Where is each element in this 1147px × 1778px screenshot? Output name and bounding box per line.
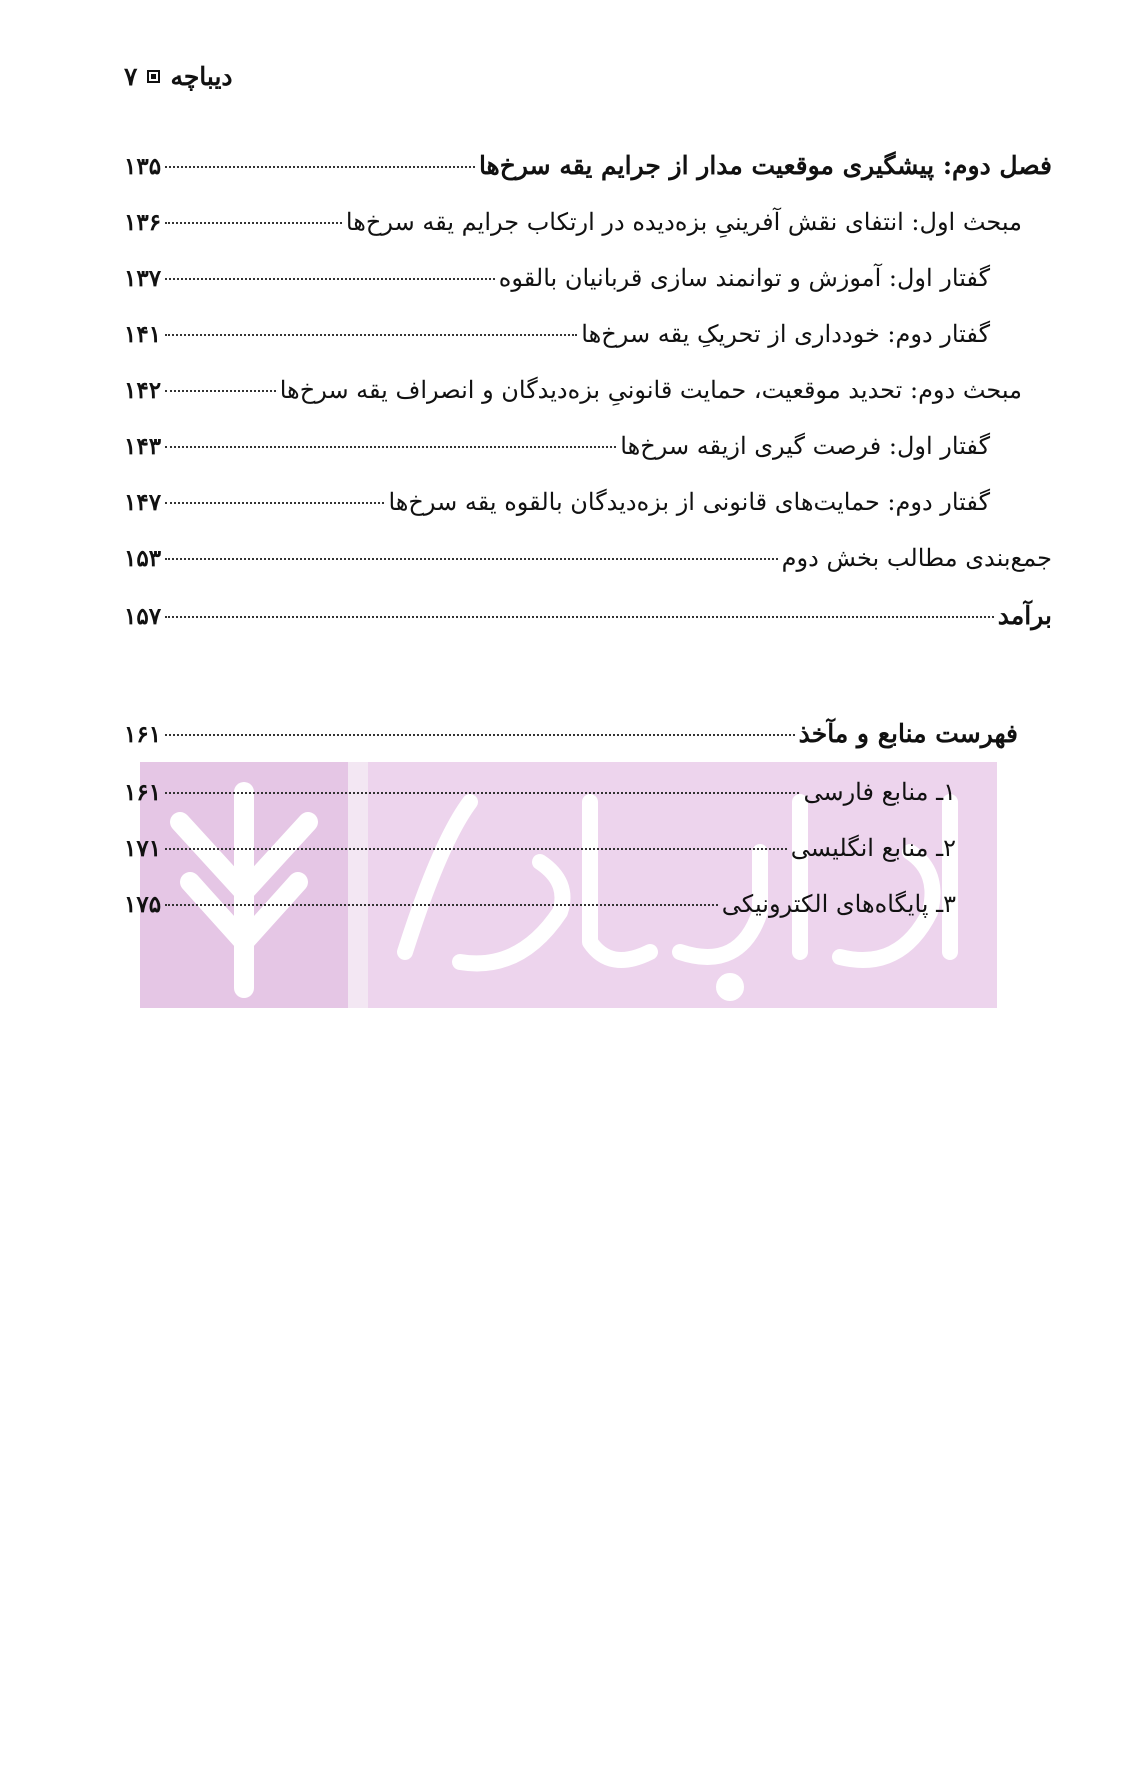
toc-entry-title: گفتار اول: آموزش و توانمند سازی قربانیان بالقوه (498, 264, 990, 292)
dot-leader (165, 222, 342, 224)
toc-entry (124, 600, 1052, 633)
toc-entry (124, 374, 1022, 407)
running-header (124, 62, 233, 91)
toc-entry-page-number: ۱۴۳ (124, 433, 162, 460)
dot-leader (165, 848, 787, 850)
dot-leader (165, 166, 475, 168)
running-header-page-number: ۷ (124, 62, 138, 91)
toc-entry (124, 262, 990, 295)
toc-entry (124, 888, 956, 921)
toc-entry-page-number: ۱۷۱ (124, 835, 162, 862)
toc-entry-page-number: ۱۴۲ (124, 377, 162, 404)
dot-leader (165, 334, 577, 336)
toc-entry-page-number: ۱۴۱ (124, 321, 162, 348)
toc-entry-page-number: ۱۷۵ (124, 891, 162, 918)
toc-entry (124, 430, 990, 463)
toc-entry-title: جمع‌بندی مطالب بخش دوم (781, 544, 1052, 572)
dot-leader (165, 792, 799, 794)
toc-entry-page-number: ۱۶۱ (124, 721, 162, 748)
toc-entry (124, 150, 1052, 183)
dot-leader (165, 558, 778, 560)
dot-leader (165, 616, 994, 618)
toc-entry (124, 542, 1052, 575)
running-header-title: دیباچه (170, 62, 233, 91)
dot-leader (165, 904, 718, 906)
toc-entry-title: ۳ـ پایگاه‌های الکترونیکی (721, 890, 956, 918)
toc-entry-title: فهرست منابع و مآخذ (798, 719, 1018, 748)
toc-entry-page-number: ۱۵۳ (124, 545, 162, 572)
dot-leader (165, 390, 276, 392)
dot-leader (165, 446, 616, 448)
toc-entry (124, 776, 956, 809)
dot-leader (165, 278, 495, 280)
toc-entry-title: ۱ـ منابع فارسی (803, 778, 956, 806)
toc-entry (124, 486, 990, 519)
toc-entry-title: گفتار دوم: حمایت‌های قانونی از بزه‌دیدگان بالقوه یقه سرخ‌ها (388, 488, 990, 516)
toc-entry (124, 206, 1022, 239)
square-bullet-icon (147, 70, 160, 83)
toc-entry-title: فصل دوم: پیشگیری موقعیت مدار از جرایم یقه سرخ‌ها (478, 151, 1052, 180)
toc-entry-page-number: ۱۳۶ (124, 209, 162, 236)
dot-leader (165, 734, 795, 736)
dot-leader (165, 502, 384, 504)
toc-entry-page-number: ۱۳۵ (124, 153, 162, 180)
toc-entry-page-number: ۱۶۱ (124, 779, 162, 806)
toc-entry (124, 832, 956, 865)
toc-entry (124, 318, 990, 351)
toc-entry-title: مبحث اول: انتفای نقش آفرینیِ بزه‌دیده در ارتکاب جرایم یقه سرخ‌ها (345, 208, 1022, 236)
toc-entry-title: گفتار اول: فرصت گیری ازیقه سرخ‌ها (620, 432, 990, 460)
toc-entry-title: برآمد (997, 601, 1052, 630)
toc-entry-title: گفتار دوم: خودداری از تحریکِ یقه سرخ‌ها (581, 320, 990, 348)
toc-entry-page-number: ۱۵۷ (124, 603, 162, 630)
toc-entry-title: مبحث دوم: تحدید موقعیت، حمایت قانونیِ بزه‌دیدگان و انصراف یقه سرخ‌ها (279, 376, 1022, 404)
toc-entry (124, 718, 1018, 751)
toc-entry-title: ۲ـ منابع انگلیسی (790, 834, 956, 862)
toc-entry-page-number: ۱۳۷ (124, 265, 162, 292)
toc-entry-page-number: ۱۴۷ (124, 489, 162, 516)
